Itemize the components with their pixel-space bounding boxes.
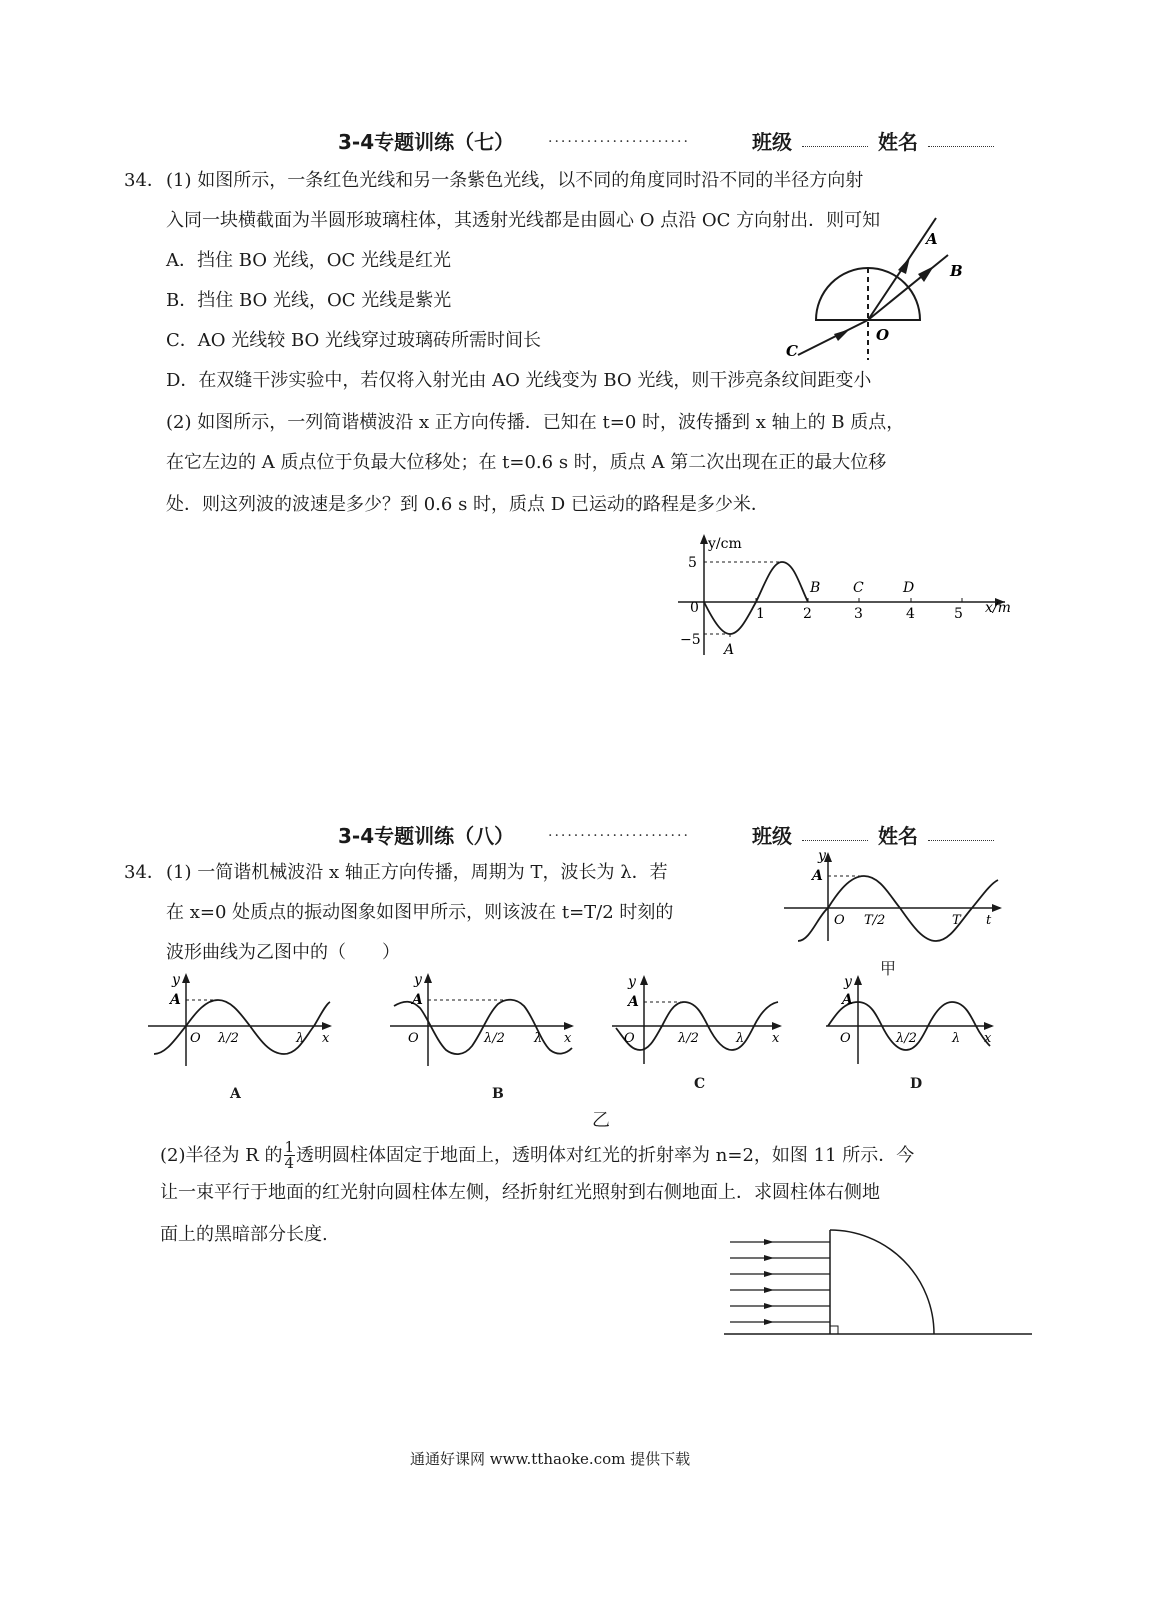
section8-p2-line2: 让一束平行于地面的红光射向圆柱体左侧，经折射红光照射到右侧地面上．求圆柱体右侧地 bbox=[160, 1182, 880, 1203]
section7-option-b: B．挡住 BO 光线，OC 光线是紫光 bbox=[166, 290, 452, 311]
option-a-wave bbox=[146, 970, 342, 1070]
section8-p2-line1 bbox=[160, 1140, 914, 1171]
option-d-label[interactable]: D bbox=[910, 1076, 923, 1092]
section7-name-blank[interactable] bbox=[928, 128, 994, 147]
section7-class-label: 班级 bbox=[752, 130, 792, 154]
yi-caption: 乙 bbox=[592, 1110, 610, 1131]
quarter-cylinder-figure bbox=[724, 1222, 1036, 1338]
section8-question-number: 34． bbox=[124, 862, 165, 883]
section8-class-blank[interactable] bbox=[802, 822, 868, 841]
option-c-wave bbox=[610, 972, 790, 1068]
opt-b-lambda: λ bbox=[534, 1031, 543, 1046]
section7-p1-line2: 入同一块横截面为半圆形玻璃柱体，其透射光线都是由圆心 O 点沿 OC 方向射出．则可知 bbox=[166, 210, 881, 231]
section8-name-blank[interactable] bbox=[928, 822, 994, 841]
opt-a-amp: A bbox=[170, 992, 181, 1008]
wave-graph-figure bbox=[660, 530, 1020, 660]
x-tick-3: 3 bbox=[854, 606, 863, 622]
opt-c-y: y bbox=[628, 974, 636, 990]
x-tick-5: 5 bbox=[954, 606, 963, 622]
opt-c-lambda: λ bbox=[736, 1031, 745, 1046]
opt-d-x: x bbox=[984, 1031, 992, 1046]
footer-text: 通通好课网 www.tthaoke.com 提供下载 bbox=[410, 1450, 691, 1468]
fraction-numerator: 1 bbox=[284, 1138, 295, 1156]
opt-a-half-lambda: λ/2 bbox=[218, 1031, 239, 1046]
y-axis-label: y/cm bbox=[708, 536, 742, 552]
opt-a-origin: O bbox=[190, 1031, 201, 1046]
opt-d-lambda: λ bbox=[952, 1031, 961, 1046]
point-a-label: A bbox=[724, 642, 735, 658]
section8-dots: ...................... bbox=[548, 824, 690, 840]
section8-p2-line3: 面上的黑暗部分长度. bbox=[160, 1224, 328, 1245]
point-c-label: C bbox=[853, 580, 864, 596]
opt-b-y: y bbox=[414, 972, 422, 988]
section8-p2-pre: (2)半径为 R 的 bbox=[160, 1144, 283, 1166]
section8-p2-post: 透明圆柱体固定于地面上，透明体对红光的折射率为 n=2，如图 11 所示．今 bbox=[296, 1144, 915, 1166]
opt-c-x: x bbox=[772, 1031, 780, 1046]
section8-p1-line3: 波形曲线为乙图中的（ ） bbox=[166, 942, 400, 963]
x-tick-4: 4 bbox=[906, 606, 915, 622]
opt-c-origin: O bbox=[624, 1031, 635, 1046]
section8-name-label: 姓名 bbox=[878, 824, 918, 848]
section8-p1-line2: 在 x=0 处质点的振动图象如图甲所示，则该波在 t=T/2 时刻的 bbox=[166, 902, 674, 923]
opt-c-half-lambda: λ/2 bbox=[678, 1031, 699, 1046]
opt-a-lambda: λ bbox=[296, 1031, 305, 1046]
opt-b-half-lambda: λ/2 bbox=[484, 1031, 505, 1046]
section7-p1-line1: (1) 如图所示，一条红色光线和另一条紫色光线，以不同的角度同时沿不同的半径方向射 bbox=[166, 170, 864, 191]
fraction-quarter bbox=[284, 1140, 296, 1171]
ray-b-label: B bbox=[950, 262, 963, 280]
section7-question-number: 34． bbox=[124, 170, 165, 191]
option-c-label[interactable]: C bbox=[694, 1076, 706, 1092]
opt-d-amp: A bbox=[842, 992, 853, 1008]
opt-a-y: y bbox=[172, 972, 180, 988]
opt-b-x: x bbox=[564, 1031, 572, 1046]
center-o-label: O bbox=[876, 326, 890, 344]
section7-dots: ...................... bbox=[548, 130, 690, 146]
jia-amplitude-label: A bbox=[812, 868, 823, 884]
origin-label: 0 bbox=[690, 600, 699, 616]
option-b-wave bbox=[388, 970, 584, 1070]
section7-title: 3-4专题训练（七） bbox=[338, 130, 515, 154]
ray-a-label: A bbox=[926, 230, 938, 248]
jia-half-period-label: T/2 bbox=[864, 913, 886, 928]
opt-b-amp: A bbox=[412, 992, 423, 1008]
section8-class-label: 班级 bbox=[752, 824, 792, 848]
semicircle-refraction-figure bbox=[770, 200, 1010, 370]
opt-b-origin: O bbox=[408, 1031, 419, 1046]
opt-d-half-lambda: λ/2 bbox=[896, 1031, 917, 1046]
opt-d-y: y bbox=[844, 974, 852, 990]
x-tick-2: 2 bbox=[803, 606, 812, 622]
fraction-denominator: 4 bbox=[284, 1154, 295, 1172]
section8-p1-line1: (1) 一简谐机械波沿 x 轴正方向传播，周期为 T，波长为 λ．若 bbox=[166, 862, 668, 883]
section7-option-c: C．AO 光线较 BO 光线穿过玻璃砖所需时间长 bbox=[166, 330, 542, 351]
jia-t-label: t bbox=[986, 913, 992, 928]
opt-a-x: x bbox=[322, 1031, 330, 1046]
jia-period-label: T bbox=[952, 913, 961, 928]
jia-origin-label: O bbox=[834, 913, 845, 928]
y-tick-5: 5 bbox=[688, 555, 697, 571]
x-axis-label: x/m bbox=[985, 600, 1011, 616]
section8-title: 3-4专题训练（八） bbox=[338, 824, 515, 848]
point-b-label: B bbox=[810, 580, 821, 596]
option-d-wave bbox=[824, 972, 1004, 1068]
opt-d-origin: O bbox=[840, 1031, 851, 1046]
section7-p2-line3: 处．则这列波的波速是多少？到 0.6 s 时，质点 D 已运动的路程是多少米． bbox=[166, 494, 769, 515]
section7-class-blank[interactable] bbox=[802, 128, 868, 147]
option-a-label[interactable]: A bbox=[230, 1086, 241, 1102]
section7-option-d: D．在双缝干涉实验中，若仅将入射光由 AO 光线变为 BO 光线，则干涉亮条纹间距变小 bbox=[166, 370, 872, 391]
x-tick-1: 1 bbox=[756, 606, 765, 622]
ray-c-label: C bbox=[786, 342, 798, 360]
jia-y-label: y bbox=[818, 848, 826, 864]
option-b-label[interactable]: B bbox=[492, 1086, 504, 1102]
section7-p2-line2: 在它左边的 A 质点位于负最大位移处；在 t=0.6 s 时，质点 A 第二次出现在正的最大位移 bbox=[166, 452, 887, 473]
section7-p2-line1: (2) 如图所示，一列简谐横波沿 x 正方向传播．已知在 t=0 时，波传播到 x 轴上的 B 质点， bbox=[166, 412, 905, 433]
section7-option-a: A．挡住 BO 光线，OC 光线是红光 bbox=[166, 250, 452, 271]
point-d-label: D bbox=[903, 580, 915, 596]
section7-name-label: 姓名 bbox=[878, 130, 918, 154]
jia-caption: 甲 bbox=[880, 959, 897, 978]
y-tick-neg5: −5 bbox=[680, 632, 701, 648]
opt-c-amp: A bbox=[628, 994, 639, 1010]
